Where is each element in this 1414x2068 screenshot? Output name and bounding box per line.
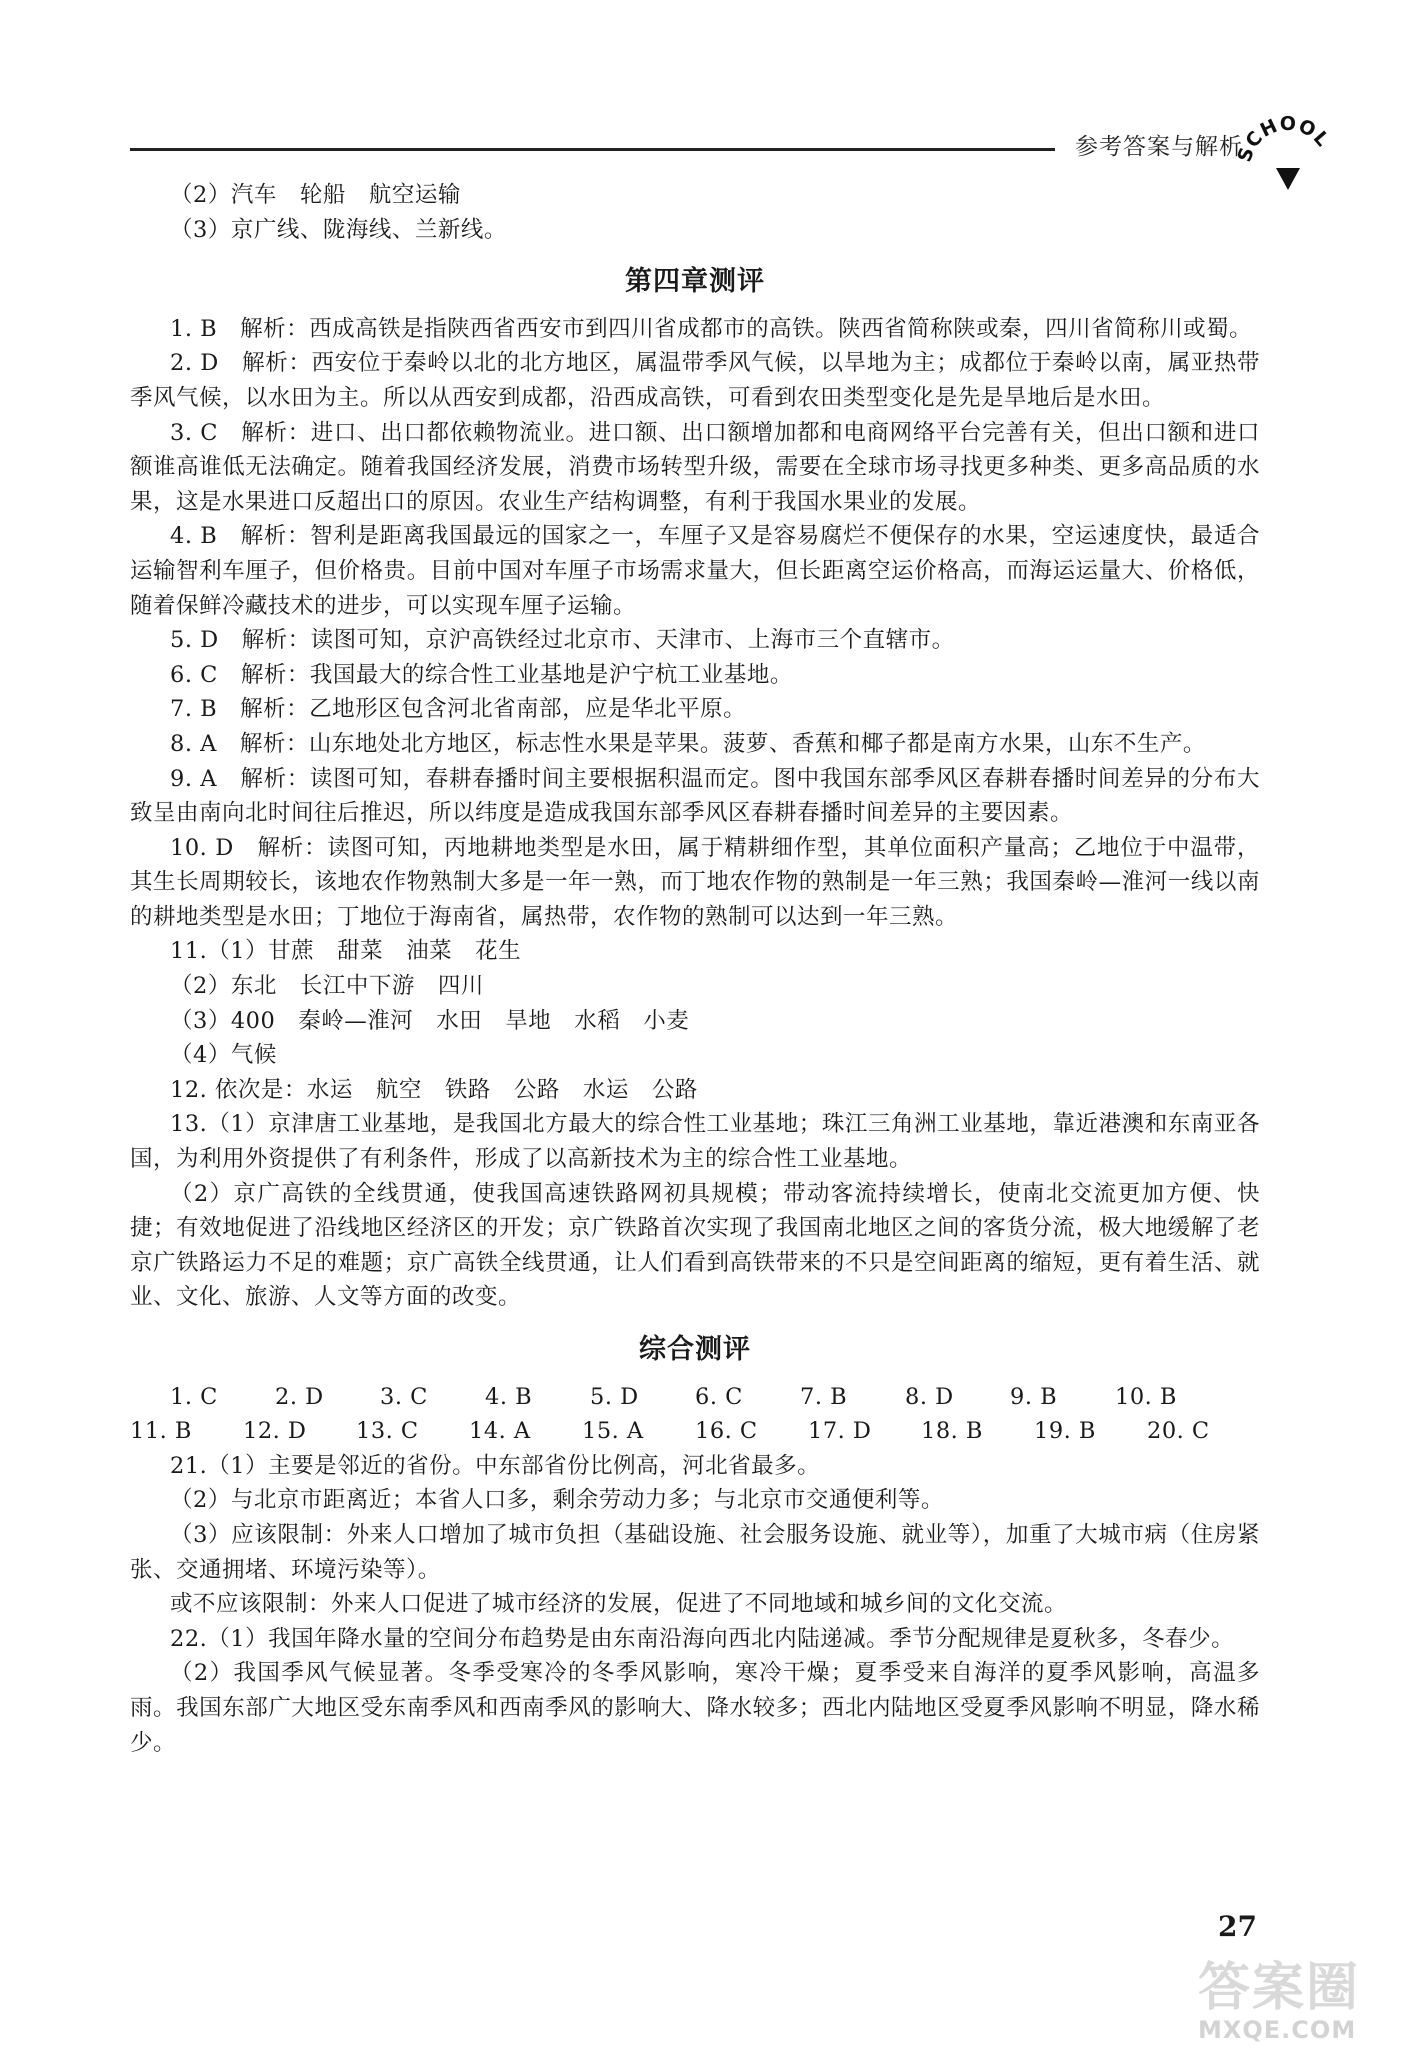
answer-line: （3）400 秦岭—淮河 水田 旱地 水稻 小麦 <box>170 1007 690 1034</box>
mc-answer: 14. A <box>469 1418 531 1445</box>
answer-paragraph: 或不应该限制：外来人口促进了城市经济的发展，促进了不同地域和城乡间的文化交流。 <box>170 1591 1068 1618</box>
answer-paragraph: （2）京广高铁的全线贯通，使我国高速铁路网初具规模；带动客流持续增长，使南北交流更加方便、快捷；有效地促进了沿线地区经济区的开发；京广铁路首次实现了我国南北地区之间的客货分流，极大地缓解了老京广铁路运力不足的难题；京广高铁全线贯通，让人们看到高铁带来的不只是空间距离的缩短，更有着生活、就业、文化、旅游、人文等方面的改变。 <box>130 1180 1260 1311</box>
svg-text:SCHOOL: SCHOOL <box>1233 112 1334 165</box>
answer-paragraph: 8. A 解析：山东地处北方地区，标志性水果是苹果。菠萝、香蕉和椰子都是南方水果，山东不生产。 <box>170 730 1206 757</box>
page-number: 27 <box>1218 1910 1257 1943</box>
answer-paragraph: 3. C 解析：进口、出口都依赖物流业。进口额、出口额增加都和电商网络平台完善有关，但出口额和进口额谁高谁低无法确定。随着我国经济发展，消费市场转型升级，需要在全球市场寻找更多种类、更多高品质的水果，这是水果进口反超出口的原因。农业生产结构调整，有利于我国水果业的发展。 <box>130 419 1260 515</box>
answer-paragraph: 7. B 解析：乙地形区包含河北省南部，应是华北平原。 <box>170 696 747 723</box>
answer-paragraph: 4. B 解析：智利是距离我国最远的国家之一，车厘子又是容易腐烂不便保存的水果，空运速度快，最适合运输智利车厘子，但价格贵。目前中国对车厘子市场需求量大，但长距离空运价格高，而海运运量大、价格低，随着保鲜冷藏技术的进步，可以实现车厘子运输。 <box>130 523 1260 619</box>
answer-paragraph: 9. A 解析：读图可知，春耕春播时间主要根据积温而定。图中我国东部季风区春耕春播时间差异的分布大致呈由南向北时间往后推迟，所以纬度是造成我国东部季风区春耕春播时间差异的主要因素。 <box>130 765 1260 827</box>
mc-answer: 20. C <box>1147 1418 1210 1445</box>
answer-line: （4）气候 <box>170 1042 277 1069</box>
answer-paragraph: 6. C 解析：我国最大的综合性工业基地是沪宁杭工业基地。 <box>170 661 793 688</box>
answer-paragraph: 22.（1）我国年降水量的空间分布趋势是由东南沿海向西北内陆递减。季节分配规律是夏秋多，冬春少。 <box>170 1625 1235 1652</box>
mc-answers-row-2 <box>130 1414 1260 1449</box>
answer-line: （2）东北 长江中下游 四川 <box>170 973 484 1000</box>
mc-answer: 16. C <box>695 1418 758 1445</box>
answer-paragraph: 10. D 解析：读图可知，丙地耕地类型是水田，属于精耕细作型，其单位面积产量高；乙地位于中温带，其生长周期较长，该地农作物熟制大多是一年一熟，而丁地农作物的熟制是一年三熟；我国秦岭—淮河一线以南的耕地类型是水田；丁地位于海南省，属热带，农作物的熟制可以达到一年三熟。 <box>130 834 1260 930</box>
answer-paragraph: 2. D 解析：西安位于秦岭以北的北方地区，属温带季风气候，以旱地为主；成都位于秦岭以南，属亚热带季风气候，以水田为主。所以从西安到成都，沿西成高铁，可看到农田类型变化是先是旱地后是水田。 <box>130 350 1260 411</box>
answer-paragraph: 11.（1）甘蔗 甜菜 油菜 花生 <box>170 938 522 965</box>
watermark <box>1198 1960 1398 2055</box>
section-title-comprehensive: 综合测评 <box>639 1334 751 1365</box>
mc-answer: 5. D <box>590 1383 639 1410</box>
mc-answer: 11. B <box>130 1418 192 1445</box>
answer-line: （2）汽车 轮船 航空运输 <box>170 182 461 208</box>
answer-paragraph: 21.（1）主要是邻近的省份。中东部省份比例高，河北省最多。 <box>170 1452 821 1479</box>
answer-paragraph: 5. D 解析：读图可知，京沪高铁经过北京市、天津市、上海市三个直辖市。 <box>170 627 955 654</box>
mc-answers-row-1 <box>130 1380 1260 1415</box>
mc-answer: 17. D <box>808 1418 872 1445</box>
mc-answer: 1. C <box>170 1383 218 1410</box>
mc-answer: 18. B <box>921 1418 983 1445</box>
answer-paragraph: （2）我国季风气候显著。冬季受寒冷的冬季风影响，寒冷干燥；夏季受来自海洋的夏季风影响，高温多雨。我国东部广大地区受东南季风和西南季风的影响大、降水较多；西北内陆地区受夏季风影响不明显，降水稀少。 <box>130 1660 1260 1756</box>
mc-answer: 13. C <box>356 1418 419 1445</box>
mc-answer: 12. D <box>243 1418 307 1445</box>
answer-paragraph: （3）应该限制：外来人口增加了城市负担（基础设施、社会服务设施、就业等），加重了大城市病（住房紧张、交通拥堵、环境污染等）。 <box>130 1521 1260 1583</box>
mc-answer: 19. B <box>1034 1418 1096 1445</box>
watermark-url: MXQE.COM <box>1198 2016 1357 2044</box>
mc-answer: 15. A <box>582 1418 644 1445</box>
header-title: 参考答案与解析 <box>1075 134 1243 160</box>
mc-answer: 4. B <box>485 1383 533 1410</box>
mc-answer: 8. D <box>905 1383 954 1410</box>
answer-paragraph: 1. B 解析：西成高铁是指陕西省西安市到四川省成都市的高铁。陕西省简称陕或秦，四川省简称川或蜀。 <box>170 315 1253 342</box>
mc-answer: 10. B <box>1115 1383 1177 1410</box>
mc-answer: 2. D <box>275 1383 324 1410</box>
answer-content <box>130 178 1260 1760</box>
answer-line: （3）京广线、陇海线、兰新线。 <box>170 216 507 243</box>
watermark-logo-text: 答案圈 <box>1198 1958 1361 2018</box>
answer-paragraph: 12. 依次是：水运 航空 铁路 公路 水运 公路 <box>170 1076 698 1103</box>
mc-answer: 6. C <box>695 1383 743 1410</box>
answer-paragraph: （2）与北京市距离近；本省人口多，剩余劳动力多；与北京市交通便利等。 <box>170 1487 944 1514</box>
mc-answer: 3. C <box>380 1383 428 1410</box>
header-rule <box>130 148 1055 151</box>
mc-answer: 7. B <box>800 1383 848 1410</box>
section-title-chapter4: 第四章测评 <box>625 266 765 298</box>
answer-paragraph: 13.（1）京津唐工业基地，是我国北方最大的综合性工业基地；珠江三角洲工业基地，靠近港澳和东南亚各国，为利用外资提供了有利条件，形成了以高新技术为主的综合性工业基地。 <box>130 1111 1260 1173</box>
mc-answer: 9. B <box>1010 1383 1058 1410</box>
